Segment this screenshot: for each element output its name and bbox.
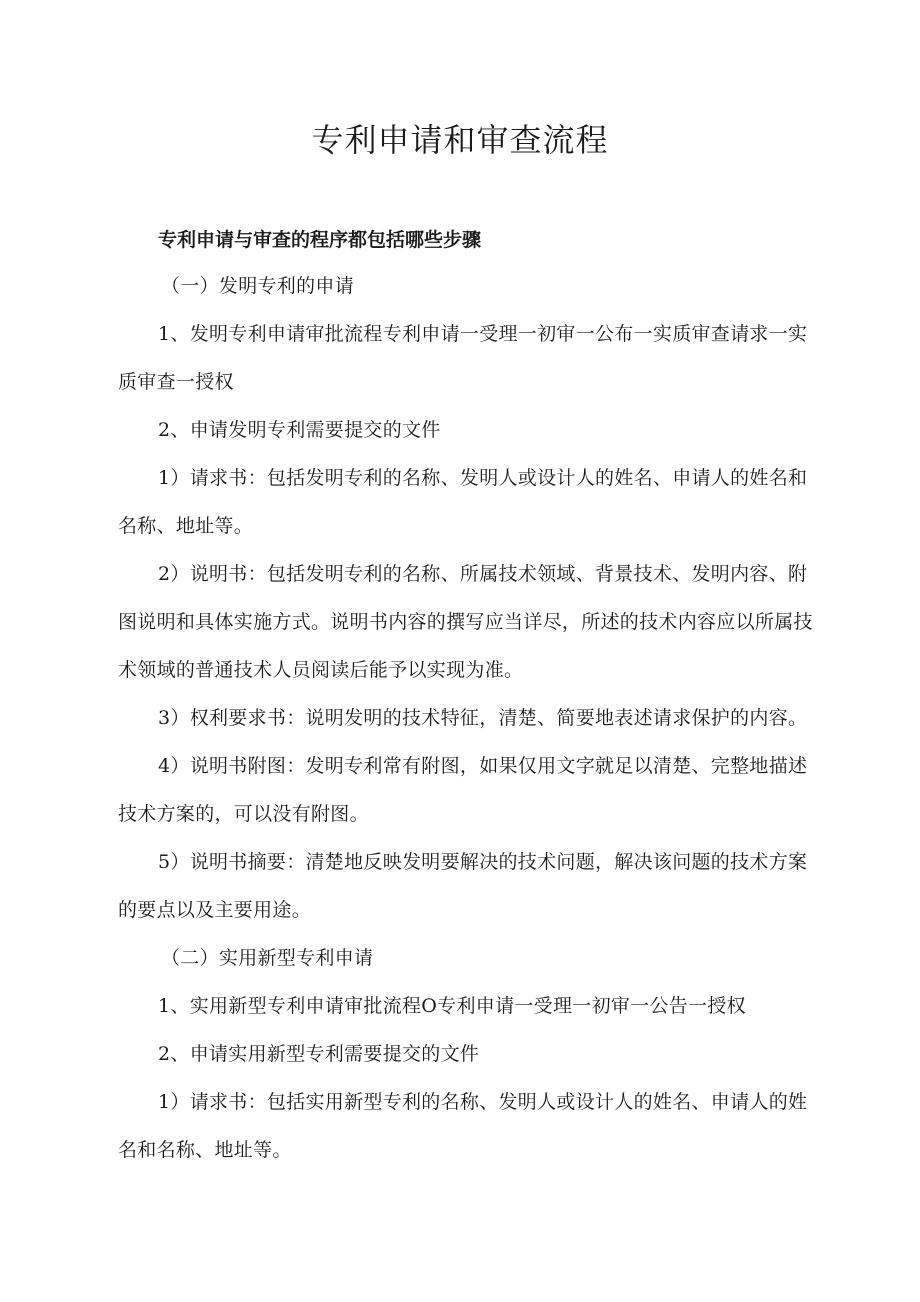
paragraph-claims: 3）权利要求书：说明发明的技术特征，清楚、简要地表述请求保护的内容。 <box>158 707 808 729</box>
paragraph-request-form: 1）请求书：包括发明专利的名称、发明人或设计人的姓名、申请人的姓名和名称、地址等。 <box>118 467 808 537</box>
paragraph-utility-request-form: 1）请求书：包括实用新型专利的名称、发明人或设计人的姓名、申请人的姓名和名称、地址等。 <box>118 1091 808 1161</box>
paragraph-utility-flow: 1、实用新型专利申请审批流程O专利申请一受理一初审一公告一授权 <box>158 995 746 1017</box>
document-subtitle: 专利申请与审查的程序都包括哪些步骤 <box>158 229 482 251</box>
paragraph-utility-docs: 2、申请实用新型专利需要提交的文件 <box>158 1043 480 1065</box>
section-heading-invention: （一）发明专利的申请 <box>161 275 355 297</box>
paragraph-invention-flow: 1、发明专利申请审批流程专利申请一受理一初审一公布一实质审查请求一实质审查一授权 <box>118 323 808 393</box>
paragraph-specification: 2）说明书：包括发明专利的名称、所属技术领域、背景技术、发明内容、附图说明和具体实施方式。说明书内容的撰写应当详尽，所述的技术内容应以所属技术领域的普通技术人员阅读后能予以实现为准。 <box>118 563 813 681</box>
paragraph-abstract: 5）说明书摘要：清楚地反映发明要解决的技术问题，解决该问题的技术方案的要点以及主要用途。 <box>118 851 808 921</box>
section-heading-utility: （二）实用新型专利申请 <box>161 947 374 969</box>
paragraph-drawings: 4）说明书附图：发明专利常有附图，如果仅用文字就足以清楚、完整地描述技术方案的，可以没有附图。 <box>118 755 808 825</box>
document-title: 专利申请和审查流程 <box>311 121 609 159</box>
paragraph-invention-docs: 2、申请发明专利需要提交的文件 <box>158 419 441 441</box>
